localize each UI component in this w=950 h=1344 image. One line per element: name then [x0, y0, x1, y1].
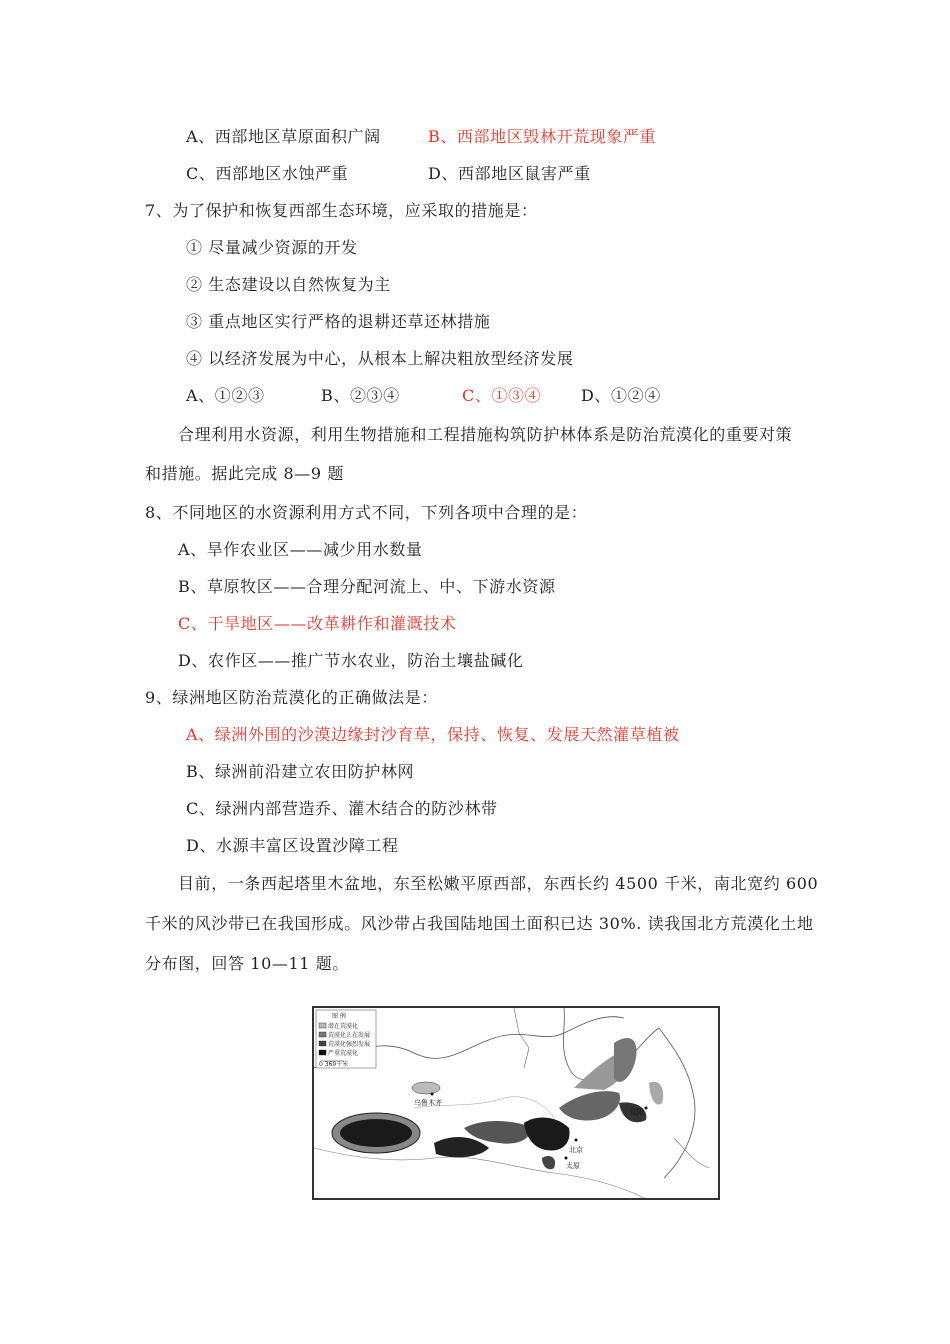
- inner-mongolia-developing-area: [559, 1091, 620, 1120]
- q7-option-b: B、②③④: [321, 386, 400, 405]
- q7-item-2: ② 生态建设以自然恢复为主: [186, 275, 391, 294]
- passage1-line2: 和措施。据此完成 8—9 题: [145, 464, 344, 483]
- tarim-severe-area: [340, 1119, 412, 1147]
- q9-option-a-answer: A、绿洲外围的沙漠边缘封沙育草，保持、恢复、发展天然灌草植被: [186, 725, 680, 744]
- legend-swatch-strong: [319, 1041, 326, 1046]
- legend-title: 图 例: [332, 1013, 346, 1020]
- q6-option-c: C、西部地区水蚀严重: [186, 164, 349, 183]
- legend-item-severe: 严重荒漠化: [328, 1050, 359, 1057]
- q9-option-d: D、水源丰富区设置沙障工程: [186, 836, 399, 855]
- desertification-map: [312, 1006, 720, 1200]
- legend-swatch-developing: [319, 1032, 326, 1037]
- q8-stem: 8、不同地区的水资源利用方式不同，下列各项中合理的是：: [145, 503, 588, 522]
- legend-item-strong: 荒漠化强烈发展: [328, 1041, 371, 1048]
- taiyuan-marker: [565, 1157, 568, 1160]
- city-beijing: 北京: [569, 1146, 583, 1154]
- hexi-severe-area: [434, 1137, 489, 1157]
- q6-option-a: A、西部地区草原面积广阔: [186, 127, 381, 146]
- q7-option-d: D、①②④: [581, 386, 661, 405]
- city-urumqi: 乌鲁木齐: [414, 1099, 442, 1107]
- q8-option-d: D、农作区——推广节水农业，防治土壤盐碱化: [178, 651, 524, 670]
- ordos-severe-area: [524, 1118, 570, 1151]
- city-taiyuan: 太原: [566, 1162, 580, 1170]
- q7-option-c-answer: C、①③④: [462, 386, 542, 405]
- q8-option-b: B、草原牧区——合理分配河流上、中、下游水资源: [178, 577, 556, 596]
- songnen-potential-area: [649, 1082, 663, 1105]
- q8-option-a: A、旱作农业区——减少用水数量: [178, 540, 423, 559]
- q6-option-b-answer: B、西部地区毁林开荒现象严重: [428, 127, 657, 146]
- shenyang-marker: [645, 1107, 648, 1110]
- q9-option-c: C、绿洲内部营造乔、灌木结合的防沙林带: [186, 799, 498, 818]
- scale-label: 0 360千米: [319, 1061, 349, 1068]
- legend-swatch-potential: [319, 1023, 326, 1028]
- legend-box: [316, 1010, 376, 1068]
- coast-line: [674, 1138, 709, 1168]
- map-svg: [314, 1008, 718, 1198]
- q8-option-c-answer: C、干旱地区——改革耕作和灌溉技术: [178, 614, 457, 633]
- passage1-line1: 合理利用水资源，利用生物措施和工程措施构筑防护林体系是防治荒漠化的重要对策: [178, 425, 793, 444]
- q7-item-1: ① 尽量减少资源的开发: [186, 238, 358, 257]
- q7-option-a: A、①②③: [186, 386, 265, 405]
- legend-item-potential: 潜在荒漠化: [328, 1023, 359, 1030]
- q6-option-d: D、西部地区鼠害严重: [428, 164, 591, 183]
- junggar-area: [412, 1082, 440, 1094]
- beijing-marker: [575, 1139, 578, 1142]
- q7-item-3: ③ 重点地区实行严格的退耕还草还林措施: [186, 312, 491, 331]
- q9-option-b: B、绿洲前沿建立农田防护林网: [186, 762, 415, 781]
- south-border-line: [314, 1148, 644, 1198]
- q7-item-4: ④ 以经济发展为中心，从根本上解决粗放型经济发展: [186, 349, 574, 368]
- passage2-line1: 目前，一条西起塔里木盆地，东至松嫩平原西部，东西长约 4500 千米，南北宽约 600: [178, 874, 819, 893]
- east-border-line: [659, 1028, 695, 1178]
- shanxi-area: [542, 1156, 555, 1169]
- greater-khingan-area: [614, 1038, 637, 1082]
- q9-stem: 9、绿洲地区防治荒漠化的正确做法是：: [145, 688, 438, 707]
- passage2-line3: 分布图，回答 10—11 题。: [145, 954, 349, 973]
- city-shenyang: 沈阳: [630, 1108, 644, 1116]
- legend-item-developing: 荒漠化正在发展: [328, 1032, 371, 1039]
- river-line: [514, 1008, 529, 1068]
- urumqi-marker: [431, 1093, 434, 1096]
- q7-stem: 7、为了保护和恢复西部生态环境，应采取的措施是：: [145, 201, 538, 220]
- passage2-line2: 千米的风沙带已在我国形成。风沙带占我国陆地国土面积已达 30%. 读我国北方荒漠化土地: [145, 914, 814, 933]
- legend-swatch-severe: [319, 1050, 326, 1055]
